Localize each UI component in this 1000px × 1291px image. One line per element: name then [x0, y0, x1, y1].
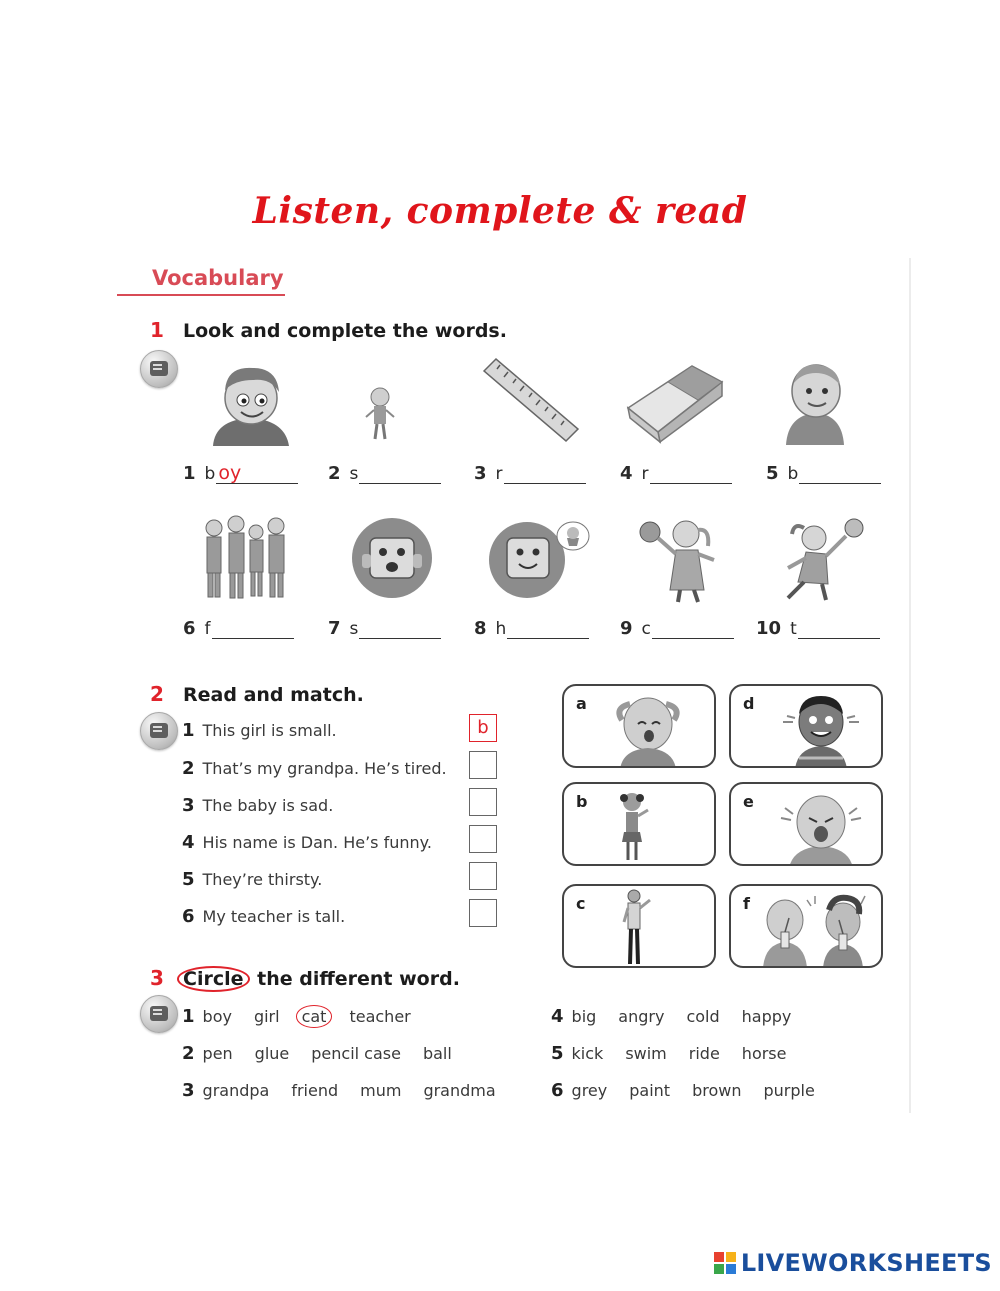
answer-input[interactable]: [799, 463, 881, 484]
tired-grandpa-picture-icon: [594, 690, 704, 768]
exercise-instruction: Look and complete the words.: [183, 320, 507, 342]
answer-input[interactable]: [359, 618, 441, 639]
match-answer-box[interactable]: [469, 899, 497, 927]
exercise-1-heading: [150, 318, 507, 342]
answer-input[interactable]: [504, 463, 586, 484]
small-girl-picture-icon: [360, 385, 400, 445]
brand-name: LIVEWORKSHEETS: [740, 1249, 992, 1277]
word-blank: 9 c: [620, 618, 734, 639]
throw-ball-picture-icon: [770, 512, 870, 604]
word-option[interactable]: grandpa: [202, 1081, 270, 1100]
answer-input[interactable]: [652, 618, 734, 639]
match-sentence: 6 My teacher is tall.: [182, 906, 346, 927]
match-answer-box[interactable]: [469, 862, 497, 890]
word-option[interactable]: teacher: [349, 1007, 411, 1026]
word-blank: 5 b: [766, 463, 881, 484]
word-blank: 8 h: [474, 618, 589, 639]
circle-word-row: 6 grey paint brown purple: [551, 1080, 815, 1101]
funny-boy-picture-icon: [765, 690, 875, 768]
circle-word-row: 2 pen glue pencil case ball: [182, 1043, 452, 1064]
match-sentence: 3 The baby is sad.: [182, 795, 334, 816]
word-blank: 4 r: [620, 463, 732, 484]
word-option[interactable]: purple: [763, 1081, 815, 1100]
circled-instruction-word: Circle: [177, 966, 250, 992]
word-blank: 6 f: [183, 618, 294, 639]
audio-badge-icon[interactable]: [140, 995, 178, 1033]
word-blank: 1 b oy: [183, 463, 298, 484]
word-option[interactable]: friend: [291, 1081, 339, 1100]
section-heading: Vocabulary: [152, 266, 284, 290]
catch-ball-picture-icon: [636, 512, 726, 604]
exercise-number: 2: [150, 682, 164, 706]
word-option[interactable]: girl: [253, 1007, 280, 1026]
circle-word-row: 5 kick swim ride horse: [551, 1043, 787, 1064]
small-girl-match-picture-icon: [614, 788, 664, 866]
match-sentence: 2 That’s my grandpa. He’s tired.: [182, 758, 447, 779]
answer-input[interactable]: oy: [216, 463, 298, 484]
word-option[interactable]: ball: [422, 1044, 452, 1063]
match-answer-box[interactable]: [469, 825, 497, 853]
word-option[interactable]: boy: [202, 1007, 232, 1026]
word-option[interactable]: angry: [618, 1007, 665, 1026]
word-option[interactable]: big: [571, 1007, 597, 1026]
tall-teacher-picture-icon: [612, 888, 662, 968]
match-sentence: 4 His name is Dan. He’s funny.: [182, 832, 432, 853]
word-option[interactable]: happy: [741, 1007, 792, 1026]
word-option[interactable]: grandma: [423, 1081, 496, 1100]
boy-picture-icon: [205, 358, 295, 448]
word-option[interactable]: grey: [571, 1081, 608, 1100]
page-edge-divider: [909, 258, 911, 1113]
page-title: Listen, complete & read: [252, 190, 748, 232]
baby-picture-icon: [780, 355, 850, 447]
match-answer-box[interactable]: [469, 751, 497, 779]
liveworksheets-logo[interactable]: [714, 1249, 992, 1277]
word-blank: 3 r: [474, 463, 586, 484]
exercise-3-heading: [150, 966, 460, 992]
circle-word-row: 1 boy girl cat teacher: [182, 1006, 411, 1027]
rubber-picture-icon: [622, 360, 726, 444]
word-option[interactable]: paint: [629, 1081, 671, 1100]
answer-input[interactable]: [359, 463, 441, 484]
match-picture-b: b: [562, 782, 716, 866]
circle-word-row: 4 big angry cold happy: [551, 1006, 792, 1027]
thirsty-children-picture-icon: [755, 888, 879, 968]
exercise-2-heading: [150, 682, 364, 706]
ruler-picture-icon: [480, 355, 580, 445]
answer-input[interactable]: [212, 618, 294, 639]
match-picture-c: c: [562, 884, 716, 968]
exercise-instruction: Read and match.: [183, 684, 364, 706]
exercise-number: 3: [150, 966, 164, 990]
word-option[interactable]: ride: [688, 1044, 720, 1063]
word-blank: 7 s: [328, 618, 441, 639]
match-answer-box[interactable]: b: [469, 714, 497, 742]
sad-baby-picture-icon: [765, 788, 875, 866]
audio-badge-icon[interactable]: [140, 712, 178, 750]
word-option[interactable]: cold: [686, 1007, 720, 1026]
hungry-face-picture-icon: [487, 516, 591, 600]
answer-input[interactable]: [798, 618, 880, 639]
word-option[interactable]: kick: [571, 1044, 604, 1063]
word-option[interactable]: pen: [202, 1044, 233, 1063]
answer-input[interactable]: [650, 463, 732, 484]
audio-badge-icon[interactable]: [140, 350, 178, 388]
word-option[interactable]: brown: [692, 1081, 742, 1100]
answer-input[interactable]: [507, 618, 589, 639]
word-option[interactable]: swim: [625, 1044, 667, 1063]
circle-word-row: 3 grandpa friend mum grandma: [182, 1080, 496, 1101]
word-option[interactable]: horse: [741, 1044, 787, 1063]
match-picture-d: d: [729, 684, 883, 768]
exercise-number: 1: [150, 318, 164, 342]
match-sentence: 1 This girl is small.: [182, 720, 337, 741]
word-blank: 10 t: [756, 618, 880, 639]
word-option[interactable]: mum: [360, 1081, 402, 1100]
word-option[interactable]: pencil case: [311, 1044, 401, 1063]
liveworksheets-logo-icon: [714, 1252, 736, 1274]
match-answer-box[interactable]: [469, 788, 497, 816]
section-underline: [117, 294, 285, 296]
word-blank: 2 s: [328, 463, 441, 484]
match-picture-a: a: [562, 684, 716, 768]
match-picture-e: e: [729, 782, 883, 866]
family-picture-icon: [198, 512, 294, 600]
exercise-instruction: the different word.: [250, 968, 460, 990]
sad-face-picture-icon: [350, 516, 434, 600]
match-sentence: 5 They’re thirsty.: [182, 869, 323, 890]
match-picture-f: f: [729, 884, 883, 968]
word-option-circled[interactable]: cat: [296, 1005, 333, 1028]
word-option[interactable]: glue: [254, 1044, 290, 1063]
